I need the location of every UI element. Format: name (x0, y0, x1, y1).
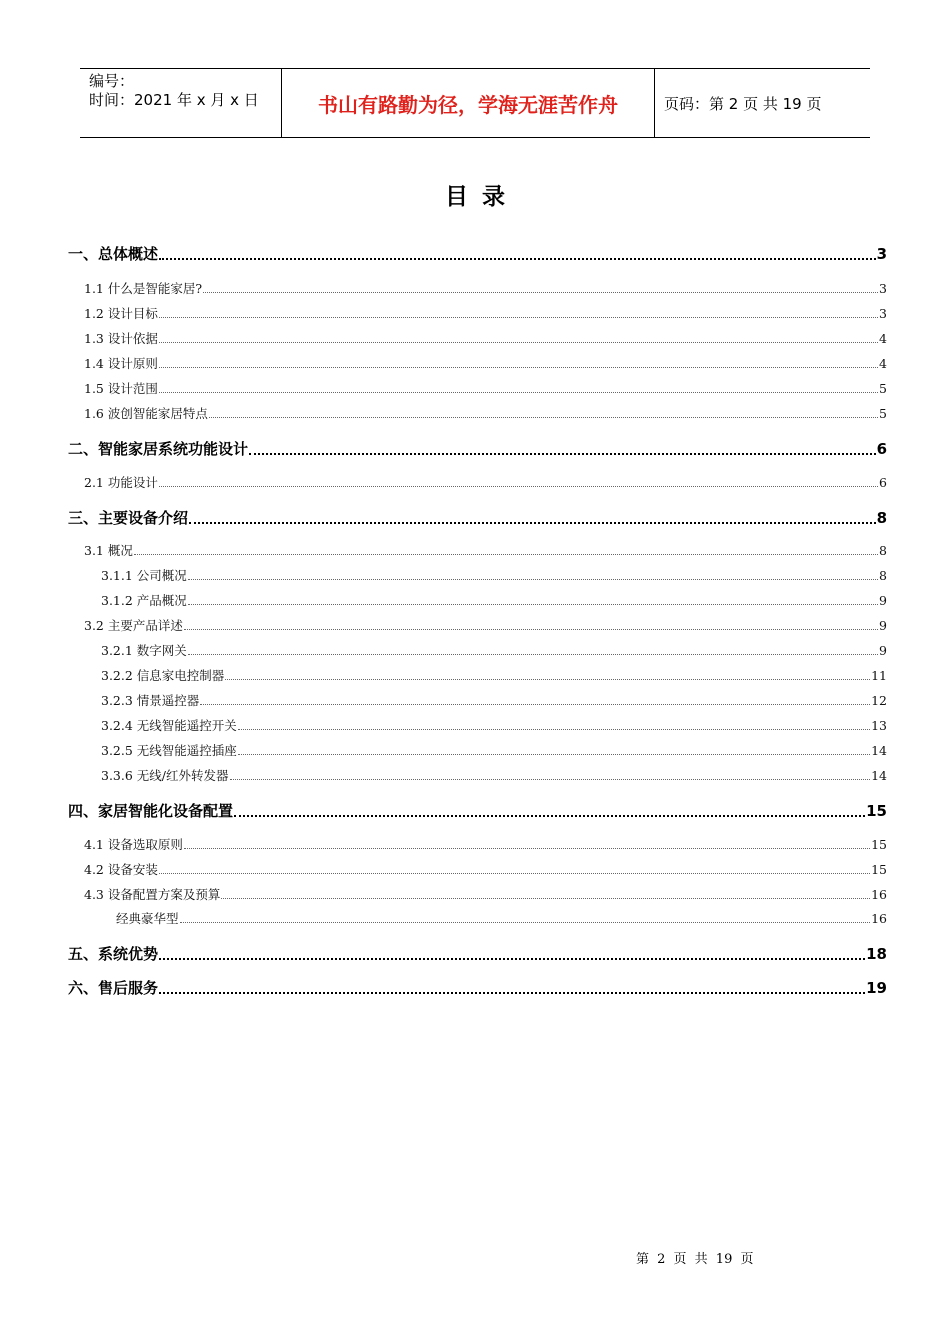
toc-entry-title: 3.2.2 信息家电控制器 (101, 668, 225, 683)
toc-dot-leader (238, 729, 870, 730)
toc-entry-title: 五、系统优势 (68, 945, 159, 963)
toc-entry-title: 3.1.1 公司概况 (101, 568, 187, 583)
toc-entry[interactable] (84, 279, 887, 297)
toc-entry-title: 3.1 概况 (84, 543, 133, 558)
toc-entry-page: 12 (871, 693, 887, 708)
toc-dot-leader (184, 629, 878, 630)
toc-dot-leader (184, 848, 870, 849)
toc-dot-leader (159, 992, 865, 994)
page-header (80, 68, 870, 138)
toc-entry-page: 19 (866, 979, 887, 997)
toc-entry-page: 8 (876, 509, 887, 527)
toc-entry-title: 二、智能家居系统功能设计 (68, 440, 249, 458)
toc-entry-title: 1.3 设计依据 (84, 331, 158, 346)
toc-dot-leader (159, 258, 876, 260)
toc-dot-leader (134, 554, 878, 555)
toc-entry-title: 1.1 什么是智能家居? (84, 281, 203, 296)
toc-entry-page: 14 (871, 743, 887, 758)
toc-entry-title: 1.5 设计范围 (84, 381, 158, 396)
toc-entry[interactable] (101, 741, 887, 759)
toc-entry-title: 3.2 主要产品详述 (84, 618, 183, 633)
toc-entry-title: 4.3 设备配置方案及预算 (84, 887, 221, 902)
toc-entry-page: 8 (879, 568, 887, 583)
number-label: 编号： (89, 72, 135, 90)
toc-entry-page: 15 (871, 837, 887, 852)
toc-dot-leader (159, 958, 865, 960)
toc-entry-title: 3.2.3 情景遥控器 (101, 693, 200, 708)
toc-dot-leader (188, 654, 878, 655)
toc-dot-leader (159, 873, 870, 874)
toc-entry-title: 3.2.1 数字网关 (101, 643, 187, 658)
toc-dot-leader (188, 579, 878, 580)
toc-entry[interactable] (68, 943, 887, 964)
toc-entry[interactable] (68, 438, 887, 459)
toc-entry[interactable] (84, 379, 887, 397)
toc-dot-leader (234, 815, 865, 817)
toc-dot-leader (249, 453, 876, 455)
toc-entry[interactable] (84, 404, 887, 422)
toc-entry-title: 一、总体概述 (68, 245, 159, 263)
toc-entry-page: 4 (879, 331, 887, 346)
toc-entry-title: 4.1 设备选取原则 (84, 837, 183, 852)
toc-entry-title: 4.2 设备安装 (84, 862, 158, 877)
toc-dot-leader (203, 292, 878, 293)
toc-entry[interactable] (84, 329, 887, 347)
toc-entry-title: 经典豪华型 (116, 911, 179, 926)
toc-entry-page: 11 (871, 668, 887, 683)
toc-entry[interactable] (101, 666, 887, 684)
toc-entry[interactable] (68, 977, 887, 998)
toc-entry-page: 5 (879, 406, 887, 421)
header-meta (80, 69, 282, 137)
toc-dot-leader (159, 486, 878, 487)
toc-dot-leader (189, 522, 876, 524)
toc-dot-leader (159, 392, 878, 393)
toc-dot-leader (230, 779, 871, 780)
toc-entry-title: 1.2 设计目标 (84, 306, 158, 321)
toc-dot-leader (159, 317, 878, 318)
page-footer: 第 2 页 共 19 页 (636, 1252, 754, 1267)
toc-entry[interactable] (101, 591, 887, 609)
toc-dot-leader (209, 417, 878, 418)
toc-entry-title: 四、家居智能化设备配置 (68, 802, 234, 820)
toc-entry[interactable] (84, 473, 887, 491)
toc-entry[interactable] (101, 641, 887, 659)
toc-entry-title: 3.2.5 无线智能遥控插座 (101, 743, 237, 758)
toc-dot-leader (225, 679, 870, 680)
toc-entry-title: 1.6 波创智能家居特点 (84, 406, 208, 421)
toc-entry-page: 15 (866, 802, 887, 820)
toc-entry[interactable] (101, 766, 887, 784)
toc-entry-page: 6 (879, 475, 887, 490)
toc-entry-page: 13 (871, 718, 887, 733)
toc-entry-page: 4 (879, 356, 887, 371)
toc-entry-page: 3 (879, 306, 887, 321)
toc-entry[interactable] (84, 304, 887, 322)
toc-entry-page: 5 (879, 381, 887, 396)
toc-entry-page: 18 (866, 945, 887, 963)
toc-entry[interactable] (68, 243, 887, 264)
toc-entry[interactable] (101, 691, 887, 709)
toc-entry-page: 16 (871, 887, 887, 902)
toc-entry-title: 1.4 设计原则 (84, 356, 158, 371)
toc-entry-title: 3.2.4 无线智能遥控开关 (101, 718, 237, 733)
toc-entry[interactable] (116, 909, 887, 927)
toc-entry-page: 8 (879, 543, 887, 558)
toc-entry-title: 3.3.6 无线/红外转发器 (101, 768, 229, 783)
toc-entry-title: 3.1.2 产品概况 (101, 593, 187, 608)
toc-dot-leader (159, 342, 878, 343)
header-motto: 书山有路勤为径，学海无涯苦作舟 (282, 69, 655, 137)
page-title: 目录 (445, 184, 519, 210)
toc-entry-page: 16 (871, 911, 887, 926)
toc-entry[interactable] (84, 885, 887, 903)
toc-dot-leader (221, 898, 870, 899)
toc-entry[interactable] (101, 716, 887, 734)
toc-dot-leader (188, 604, 878, 605)
toc-entry-page: 9 (879, 593, 887, 608)
toc-entry-title: 三、主要设备介绍 (68, 509, 189, 527)
toc-entry[interactable] (84, 616, 887, 634)
toc-dot-leader (180, 922, 871, 923)
toc-entry-page: 6 (876, 440, 887, 458)
toc-entry[interactable] (84, 354, 887, 372)
toc-entry[interactable] (84, 860, 887, 878)
toc-entry-page: 9 (879, 643, 887, 658)
toc-entry-title: 六、售后服务 (68, 979, 159, 997)
toc-entry-page: 3 (879, 281, 887, 296)
toc-entry[interactable] (84, 541, 887, 559)
toc-entry-page: 14 (871, 768, 887, 783)
toc-entry-title: 2.1 功能设计 (84, 475, 158, 490)
toc-dot-leader (238, 754, 870, 755)
toc-entry[interactable] (101, 566, 887, 584)
header-page-info: 页码：第 2 页 共 19 页 (664, 94, 822, 113)
toc-entry-page: 9 (879, 618, 887, 633)
toc-entry[interactable] (84, 835, 887, 853)
toc-entry-page: 3 (876, 245, 887, 263)
time-label: 时间：2021 年 x 月 x 日 (89, 91, 259, 109)
toc-entry[interactable] (68, 800, 887, 821)
toc-entry-page: 15 (871, 862, 887, 877)
toc-entry[interactable] (68, 507, 887, 528)
toc-dot-leader (200, 704, 870, 705)
toc-dot-leader (159, 367, 878, 368)
